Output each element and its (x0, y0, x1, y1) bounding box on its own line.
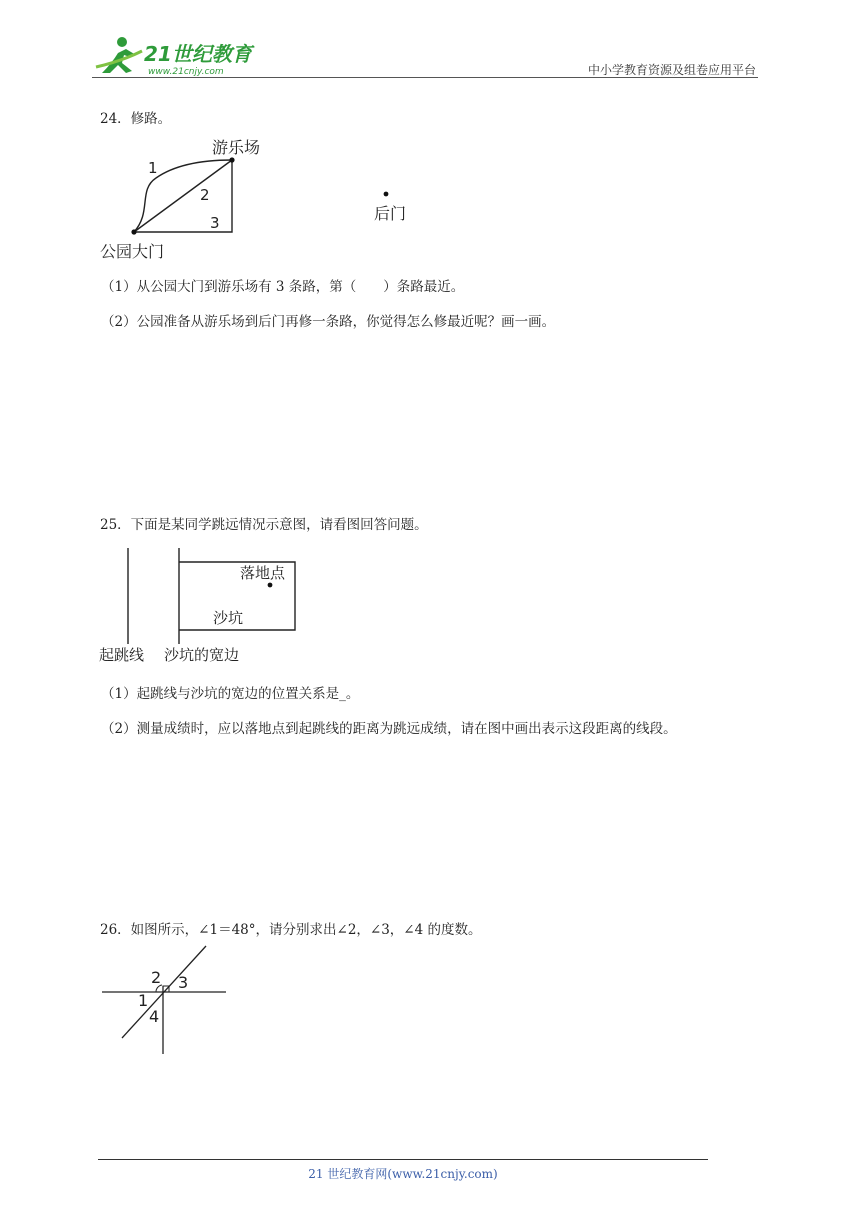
label-angle-1: 1 (138, 991, 149, 1010)
footer-link[interactable]: 21 世纪教育网(www.21cnjy.com) (308, 1167, 498, 1181)
header-platform-text: 中小学教育资源及组卷应用平台 (587, 63, 756, 77)
q25-figure (96, 544, 316, 668)
q25-sub2: （2）测量成绩时，应以落地点到起跳线的距离为跳远成绩，请在图中画出表示这段距离的线段。 (101, 721, 677, 737)
park-point (229, 157, 234, 162)
back-gate-point (384, 192, 389, 197)
label-park: 游乐场 (212, 138, 261, 157)
label-angle-3: 3 (178, 973, 189, 992)
q25-sub1: （1）起跳线与沙坑的宽边的位置关系是_。 (101, 686, 360, 702)
header-divider (92, 77, 758, 78)
label-pit-edge: 沙坑的宽边 (164, 646, 240, 664)
label-start-line: 起跳线 (99, 646, 145, 664)
label-pit: 沙坑 (213, 609, 244, 627)
label-road-3: 3 (210, 214, 220, 232)
label-road-1: 1 (148, 159, 158, 177)
label-landing: 落地点 (240, 564, 286, 582)
q24-title: 24．修路。 (100, 111, 172, 127)
q24-sub2: （2）公园准备从游乐场到后门再修一条路，你觉得怎么修最近呢？画一画。 (101, 314, 556, 330)
label-park-gate: 公园大门 (100, 242, 165, 261)
q24-figure (96, 136, 426, 266)
logo-url: www.21cnjy.com (148, 67, 224, 77)
gate-point (131, 229, 136, 234)
label-angle-2: 2 (151, 968, 162, 987)
label-road-2: 2 (200, 186, 210, 204)
label-back-gate: 后门 (374, 204, 407, 223)
landing-point (268, 583, 273, 588)
logo-text: 21世纪教育 (144, 42, 252, 66)
site-logo (92, 33, 262, 81)
q26-title: 26．如图所示，∠1＝48°，请分别求出∠2，∠3，∠4 的度数。 (100, 922, 482, 938)
runner-icon (96, 37, 142, 73)
q24-sub1: （1）从公园大门到游乐场有 3 条路，第（ ）条路最近。 (101, 279, 465, 295)
footer-divider (98, 1159, 708, 1160)
q26-figure (96, 942, 236, 1060)
q25-title: 25．下面是某同学跳远情况示意图，请看图回答问题。 (100, 517, 428, 533)
label-angle-4: 4 (149, 1007, 160, 1026)
